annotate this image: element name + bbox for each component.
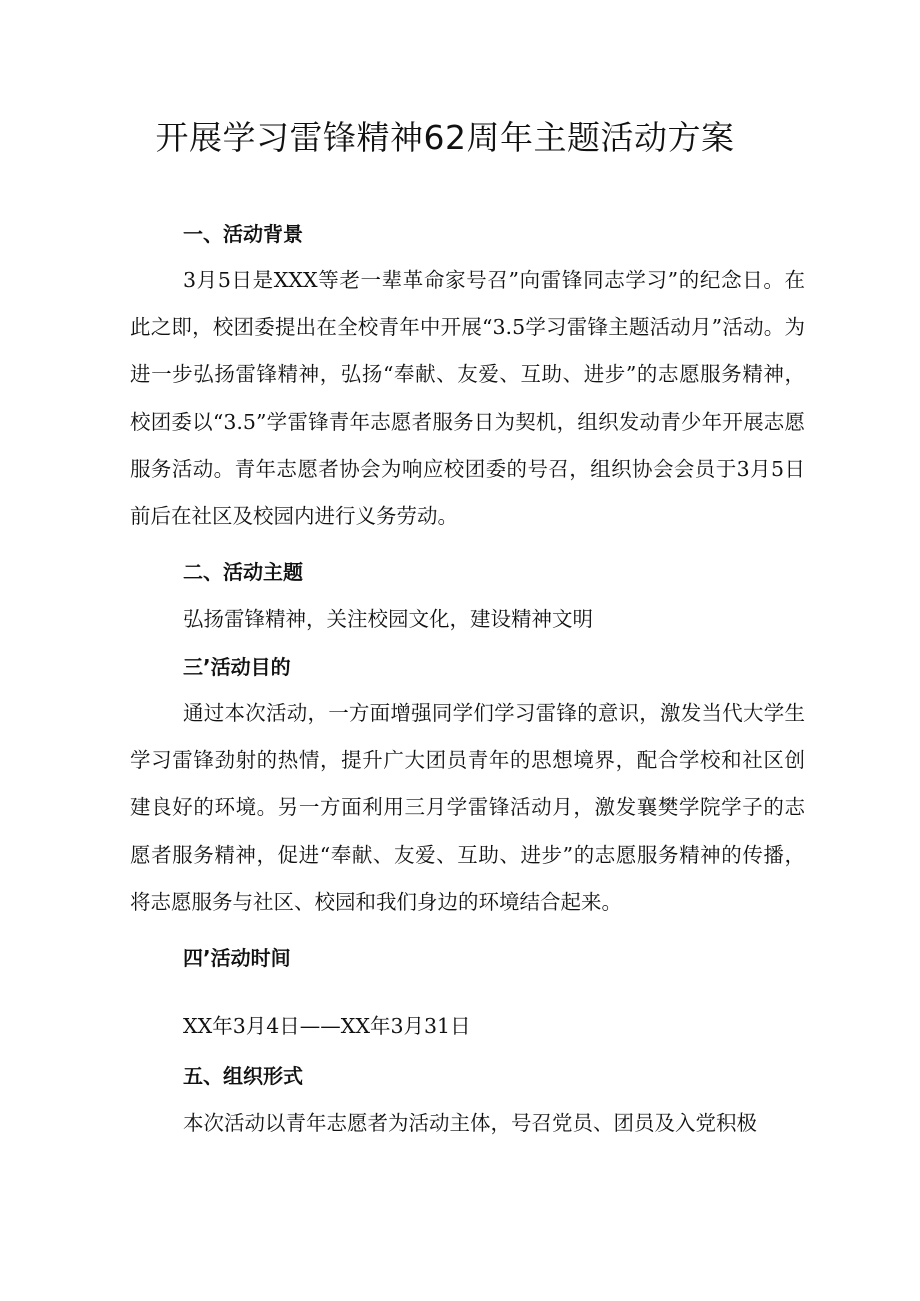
section-heading-purpose: 三’活动目的 (183, 655, 291, 679)
document-title: 开展学习雷锋精神62周年主题活动方案 (155, 118, 735, 157)
section-body-organization: 本次活动以青年志愿者为活动主体，号召党员、团员及入党积极 (183, 1111, 757, 1135)
section-heading-organization: 五、组织形式 (183, 1064, 303, 1088)
section-heading-theme: 二、活动主题 (183, 560, 303, 584)
section-body-time: XX年3月4日——XX年3月31日 (183, 1014, 471, 1038)
section-body-purpose: 通过本次活动，一方面增强同学们学习雷锋的意识，激发当代大学生学习雷锋劲射的热情，提升广大团员青年的思想境界，配合学校和社区创建良好的环境。另一方面利用三月学雷锋活动月，激发襄樊学院学子的志愿者服务精神，促进“奉献、友爱、互助、进步”的志愿服务精神的传播，将志愿服务与社区、校园和我们身边的环境结合起来。 (130, 701, 805, 914)
section-heading-background: 一、活动背景 (183, 222, 303, 246)
section-body-background: 3月5日是XXX等老一辈革命家号召”向雷锋同志学习”的纪念日。在此之即，校团委提出在全校青年中开展“3.5学习雷锋主题活动月”活动。为进一步弘扬雷锋精神，弘扬“奉献、友爱、互助、进步”的志愿服务精神，校团委以“3.5”学雷锋青年志愿者服务日为契机，组织发动青少年开展志愿服务活动。青年志愿者协会为响应校团委的号召，组织协会会员于3月5日前后在社区及校园内进行义务劳动。 (130, 268, 805, 529)
section-body-theme: 弘扬雷锋精神，关注校园文化，建设精神文明 (183, 607, 593, 631)
section-heading-time: 四’活动时间 (183, 946, 291, 970)
